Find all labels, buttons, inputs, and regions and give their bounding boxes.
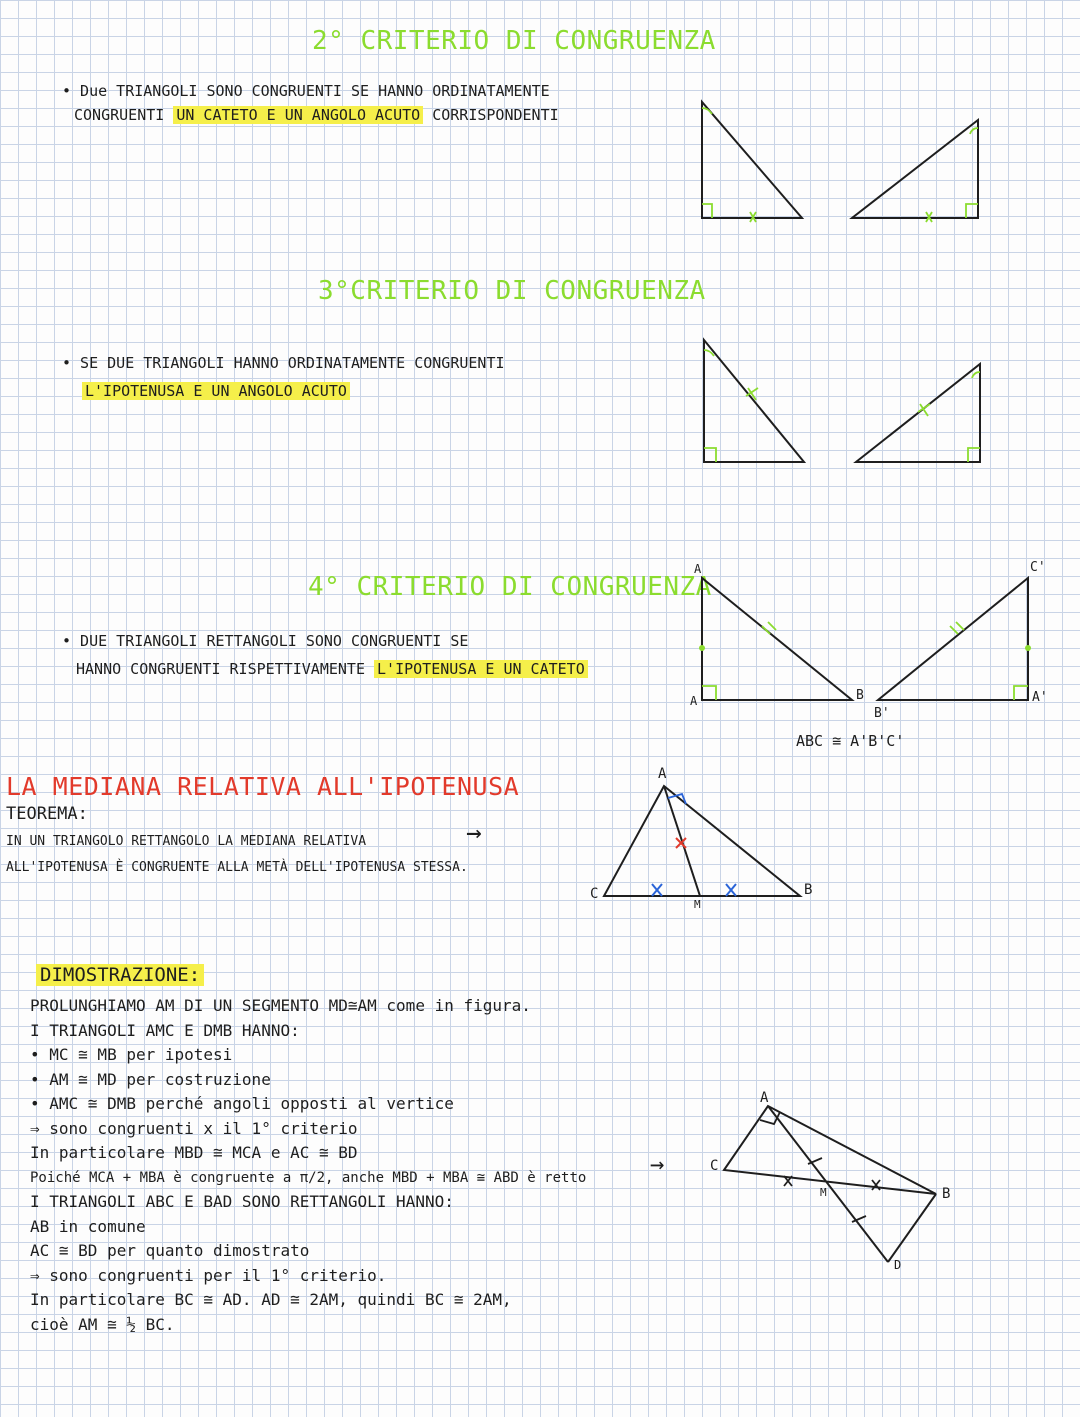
proof-line: I TRIANGOLI ABC E BAD SONO RETTANGOLI HANNO: [30,1192,454,1211]
mediana-label-c: C [590,886,599,902]
c2-text-line1: • Due TRIANGOLI SONO CONGRUENTI SE HANNO ORDINATAMENTE [62,82,550,100]
c2-line2-pre: CONGRUENTI [74,106,174,124]
proof-line: AB in comune [30,1216,146,1236]
c4-triangle-left [702,578,852,700]
mediana-tick-cm [652,884,662,896]
mediana-triangle [604,786,800,896]
c2-line2-post: CORRISPONDENTI [423,106,559,124]
proof-line: • AM ≅ MD per costruzione [30,1069,271,1089]
proof-line: cioè AM ≅ ½ BC. [30,1314,175,1334]
c2-angle-left [702,108,712,114]
title-mediana: LA MEDIANA RELATIVA ALL'IPOTENUSA [6,772,520,801]
c4-right-angle-left [702,686,716,700]
title-criterio-4: 4° CRITERIO DI CONGRUENZA [308,572,712,602]
c4-label-a-bottom: A [690,694,698,708]
c4-cathetus-mark-left [699,645,705,651]
c4-label-b-prime: B' [874,706,890,721]
c4-text-line1: • DUE TRIANGOLI RETTANGOLI SONO CONGRUENTI SE [62,632,469,650]
proof-label-d: D [894,1258,902,1272]
proof-title: DIMOSTRAZIONE: [36,964,204,986]
proof-line: Poiché MCA + MBA è congruente a π/2, anche MBD + MBA ≅ ABD è retto [30,1169,587,1186]
proof-line: I TRIANGOLI AMC E DMB HANNO: [30,1020,300,1040]
c2-right-angle-right [966,204,978,218]
c3-text-line1: • SE DUE TRIANGOLI HANNO ORDINATAMENTE CONGRUENTI [62,354,505,372]
theorem-arrow: → [466,818,482,848]
title-criterio-2: 2° CRITERIO DI CONGRUENZA [312,26,716,56]
c3-triangle-left [704,340,804,462]
c3-line2-highlight: L'IPOTENUSA E UN ANGOLO ACUTO [82,382,350,400]
proof-tick-mb [872,1180,880,1190]
proof-label-m: M [820,1186,827,1199]
proof-label-a: A [760,1090,769,1106]
c4-triangle-right [878,578,1028,700]
title-criterio-3: 3°CRITERIO DI CONGRUENZA [318,276,706,306]
c4-line2-pre: HANNO CONGRUENTI RISPETTIVAMENTE [76,660,375,678]
mediana-label-m: M [694,898,701,911]
c4-right-angle-right [1014,686,1028,700]
c2-line2-highlight: UN CATETO E UN ANGOLO ACUTO [173,106,423,124]
proof-line: AC ≅ BD per quanto dimostrato [30,1241,310,1260]
c4-relation: ABC ≅ A'B'C' [796,732,905,750]
c4-cathetus-mark-right [1025,645,1031,651]
c3-right-angle-left [704,448,716,462]
proof-line: ⇒ sono congruenti x il 1° criterio [30,1118,358,1138]
proof-line: • MC ≅ MB per ipotesi [30,1045,233,1064]
proof-label-b: B [942,1186,951,1202]
proof-line: In particolare MBD ≅ MCA e AC ≅ BD [30,1143,358,1162]
mediana-label-b: B [804,882,813,898]
mediana-label-a: A [658,766,667,782]
c4-label-c-prime: C' [1030,560,1046,575]
proof-line: PROLUNGHIAMO AM DI UN SEGMENTO MD≅AM come in figura. [30,996,531,1015]
c2-triangle-right [852,120,978,218]
c4-label-b: B [856,688,864,703]
c3-triangle-right [856,364,980,462]
proof-line: In particolare BC ≅ AD. AD ≅ 2AM, quindi BC ≅ 2AM, [30,1290,512,1309]
c4-label-a-top: A [694,562,702,576]
proof-segment-bd [888,1194,936,1262]
c4-label-a-prime: A' [1032,690,1048,705]
theorem-label: TEOREMA: [6,804,88,824]
mediana-tick-mb [726,884,736,896]
c4-hypotenuse-tick-left [762,622,776,634]
proof-triangle-abc [724,1106,936,1194]
proof-label-c: C [710,1158,719,1174]
proof-line: ⇒ sono congruenti per il 1° criterio. [30,1265,387,1285]
c2-right-angle-left [702,204,712,218]
c2-angle-right [970,128,978,134]
theorem-line1: IN UN TRIANGOLO RETTANGOLO LA MEDIANA RELATIVA [6,834,367,849]
c3-tick-right [918,404,930,416]
c3-right-angle-right [968,448,980,462]
proof-arrow: → [650,1150,665,1178]
c3-angle-right [972,372,980,378]
c2-triangle-left [702,102,802,218]
c4-line2-highlight: L'IPOTENUSA E UN CATETO [374,660,588,678]
theorem-line2: ALL'IPOTENUSA È CONGRUENTE ALLA METÀ DELL'IPOTENUSA STESSA. [6,860,468,875]
proof-line: • AMC ≅ DMB perché angoli opposti al vertice [30,1094,454,1113]
